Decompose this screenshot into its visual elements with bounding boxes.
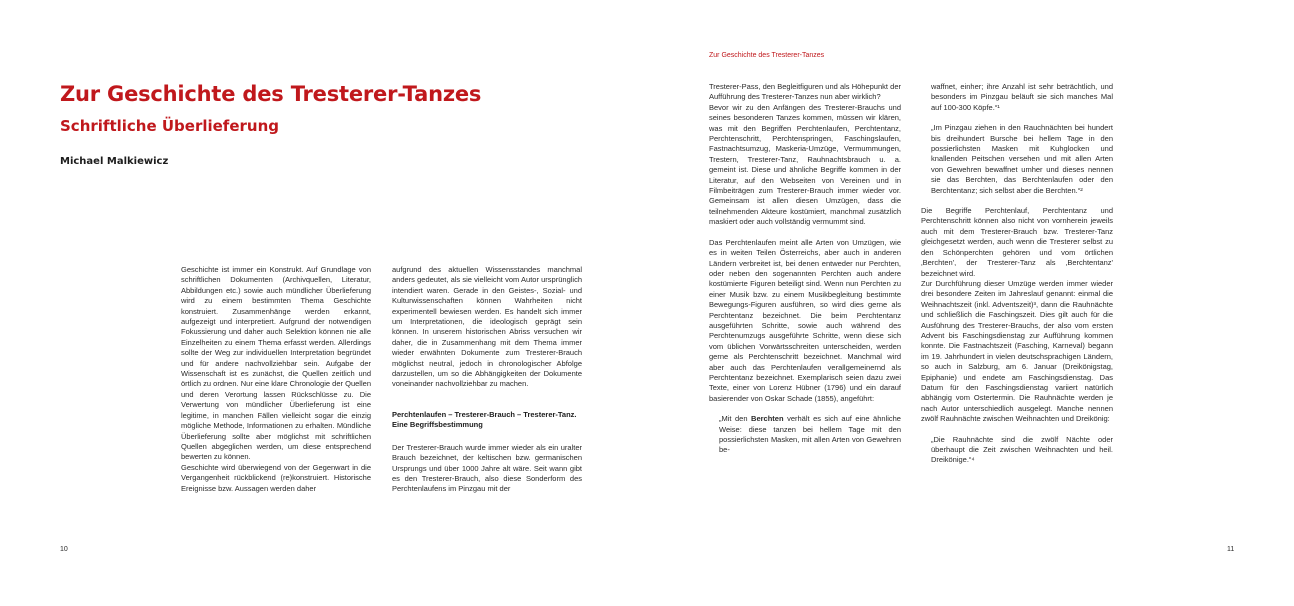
block-quote: [709, 414, 901, 456]
left-column-2: [392, 265, 582, 545]
page-number: 11: [1227, 546, 1235, 553]
paragraph: Zur Durchführung dieser Umzüge werden immer wieder drei besondere Zeiten im Jahreslauf genannt: einmal die Weihnachtszeit (inkl. Adventszeit)³, dann die Rauhnächte und schließlich die Faschingszeit. Dies gilt auch für die Ausführung des Tresterer-Brauchs, der also vom ersten Advent bis Faschingsdienstag zur Aufführung kommen konnte. Die Fastnachtszeit (Fasching, Karneval) begann im 19. Jahrhundert in vielen deutschsprachigen Ländern, so auch in Salzburg, am 6. Januar (Dreikönigstag, Epiphanie) und endete am Faschingsdienstag. Das Datum für den Faschingsdienstag variiert natürlich abhängig vom Ostertermin. Die Rauhnächte werden je nach Autor unterschiedlich ausgelegt. Manche nennen zwölf Rauhnächte zwischen Weihnachten und Dreikönig:: [921, 278, 1113, 424]
paragraph: aufgrund des aktuellen Wissensstandes manchmal anders gedeutet, als sie vielleicht vom Autor ursprünglich intendiert waren. Gerade in den Geistes-, Sozial- und Kulturwissenschaften können Wahrheiten nicht experimentell bewiesen werden. Es handelt sich immer um Interpretationen, die ideologisch geprägt sein können. In unserem historischen Abriss versuchen wir daher, die in Zusammenhang mit dem Thema immer wieder erwähnten Dokumente zum Tresterer-Brauch möglichst neutral, jedoch in chronologischer Abfolge darzustellen, um so die Abhängigkeiten der Dokumente voneinander nachvollziehbar zu machen.: [392, 265, 582, 389]
chapter-subtitle: Schriftliche Überlieferung: [60, 117, 279, 135]
quote-text: „Mit den: [719, 414, 752, 424]
paragraph: Geschichte ist immer ein Konstrukt. Auf Grundlage von schriftlichen Dokumenten (Archivquellen, Literatur, Abbildungen etc.) sowie auch mündlicher Überlieferung wird zu einem bestimmten Thema Geschichte konstruiert. Zusammenhänge werden erkannt, aufgezeigt und interpretiert. Aufgrund der notwendigen Fokussierung und daher auch Selektion können nie alle Einzelheiten zu einem Thema erfasst werden. Allerdings sollte der Weg zur individuellen Interpretation begründet und für andere nachvollziehbar sein. Aufgabe der Wissenschaft ist es zunächst, die Quellen zeitlich und örtlich zu ordnen. Nur eine klare Chronologie der Quellen und deren Verortung lassen Rückschlüsse zu. Die Verwertung von mündlicher Überlieferung ist eine legitime, in manchen Fällen vielleicht sogar die einzig mögliche Methode, Informationen zu erhalten. Mündliche Überlieferung sollte aber möglichst mit schriftlichen Quellen abgeglichen werden, um diese entsprechend bewerten zu können.: [181, 265, 371, 462]
paragraph: Das Perchtenlaufen meint alle Arten von Umzügen, wie es in weiten Teilen Österreichs, aber auch in anderen Ländern verbreitet ist, bei denen entweder nur Perchten, oder neben den sogenannten Perchten auch andere kostümierte Figuren beteiligt sind. Wenn nun Perchten zu einer Musik bzw. zu einem Musikbegleitung bestimmte Bewegungs-Figuren ausführen, so wird dies gerne als Perchtentanz bezeichnet. Die beim Perchtentanz ausgeführten Schritte, sowie auch während des Perchtenumzugs ausgeführte Schritte, wenn diese sich vom üblichen Vorwärtsschreiten unterscheiden, werden gerne als Perchtenschritt bezeichnet. Manchmal wird aber auch das Perchtenlaufen verallgemeinernd als Perchtentanz bezeichnet. Exemplarisch seien dazu zwei Texte, einer von Lorenz Hübner (1796) und ein darauf basierender von Oskar Schade (1855), angeführt:: [709, 237, 901, 403]
right-column-1: [709, 82, 901, 544]
paragraph: Geschichte wird überwiegend von der Gegenwart in die Vergangenheit rückblickend (re)konstruiert. Historische Ereignisse bzw. Aussagen werden daher: [181, 462, 371, 493]
right-column-2: [921, 82, 1113, 544]
page-number: 10: [60, 546, 68, 553]
author-name: Michael Malkiewicz: [60, 156, 169, 167]
paragraph: Der Tresterer-Brauch wurde immer wieder als ein uralter Brauch bezeichnet, der keltischen bzw. germanischen Ursprungs und über 1000 Jahre alt wäre. Seit wann gibt es den Tresterer-Brauch, also diese Sonderform des Perchtenlaufens im Pinzgau mit der: [392, 442, 582, 494]
chapter-title: Zur Geschichte des Tresterer-Tanzes: [60, 82, 482, 106]
paragraph: Die Begriffe Perchtenlauf, Perchtentanz und Perchtenschritt können also nicht von vornherein jeweils auch mit dem Tresterer-Brauch bzw. Tresterer-Tanz gleichgesetzt werden, auch wenn die Tresterer selbst zu den Schönperchten gehören und vom örtlichen ‚Berchten', der Tresterer-Tanz als ‚Berchtentanz' bezeichnet wird.: [921, 206, 1113, 278]
block-quote: waffnet, einher; ihre Anzahl ist sehr beträchtlich, und besonders im Pinzgau beläuft sie sich manches Mal auf 100-300 Köpfe.“¹: [931, 82, 1113, 112]
section-heading: Perchtenlaufen – Tresterer-Brauch – Tresterer-Tanz. Eine Begriffsbestimmung: [392, 409, 577, 430]
quote-text: verhält es sich auf eine ähnliche Weise: diese tanzen bei hellem Tage mit den possierlichsten Masken, mit allen Arten von Gewehren be-: [719, 414, 901, 455]
paragraph: Tresterer-Pass, den Begleitfiguren und als Höhepunkt der Aufführung des Tresterer-Tanzes nun aber wirklich?: [709, 82, 901, 102]
right-page: [647, 0, 1294, 606]
left-column-1: [181, 265, 371, 545]
block-quote: „Im Pinzgau ziehen in den Rauchnächten bei hundert bis dreihundert Bursche bei hellem Tage in den possierlichsten Masken mit Kuhglocken und knallenden Peitschen versehen und mit allen Arten von Gewehren bewaffnet umher und dieses nennen sie das Berchten, das Berchtenlaufen oder den Berchtentanz; sich selbst aber die Berchten.“²: [931, 123, 1113, 195]
quote-emphasis: Berchten: [751, 414, 784, 424]
paragraph: Bevor wir zu den Anfängen des Tresterer-Brauchs und seines besonderen Tanzes kommen, müssen wir klären, was mit den Begriffen Perchtenlaufen, Perchtentanz, Perchtenschritt, Perchtenspringen, Faschingslaufen, Fastnachtsumzug, Maskeria-Umzüge, Vermummungen, Trestern, Tresterer-Tanz, Rauhnachtsbrauch u. a. gemeint ist. Diese und ähnliche Begriffe kommen in der Literatur, auf den Webseiten von Vereinen und in Filmbeiträgen zum Tresterer-Brauch immer wieder vor. Gemeinsam ist allen diesen Umzügen, dass die teilnehmenden Akteure kostümiert, manchmal zusätzlich maskiert oder auch vollständig vermummt sind.: [709, 102, 901, 227]
block-quote: „Die Rauhnächte sind die zwölf Nächte oder überhaupt die Zeit zwischen Weihnachten und heil. Dreikönige.“⁴: [931, 434, 1113, 465]
running-head: Zur Geschichte des Tresterer-Tanzes: [709, 52, 825, 59]
